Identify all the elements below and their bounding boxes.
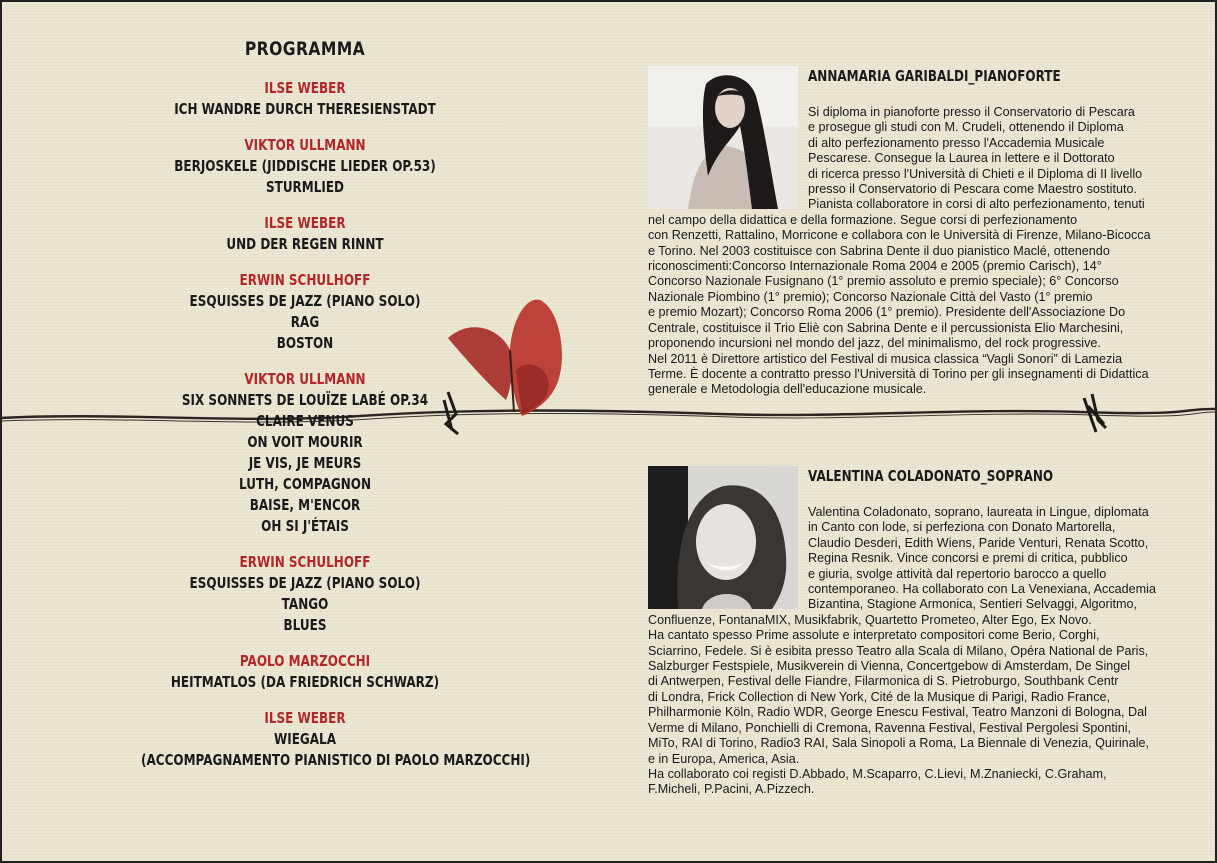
bio-line: presso il Conservatorio di Pescara come Maestro sostituto. [808,182,1137,197]
bio-heading: ANNAMARIA GARIBALDI_PIANOFORTE [808,67,1061,85]
piece-title: SIX SONNETS DE LOUÏZE LABÉ OP.34 [181,391,429,409]
piece-title: ESQUISSES DE JAZZ (PIANO SOLO) [189,574,421,592]
bio-line: Valentina Coladonato, soprano, laureata in Lingue, diplomata [808,505,1149,519]
bio-line: Bizantina, Stagione Armonica, Sentieri Selvaggi, Algoritmo, [808,597,1138,612]
program-column [100,38,531,786]
program-group [100,135,510,198]
piece-title: OH SI J'ÉTAIS [261,517,349,535]
piece-title: ON VOIT MOURIR [247,433,363,451]
bio-line: Verme di Milano, Ponchielli di Cremona, Ravenna Festival, Festival Pergolesi Spontini, [648,720,1131,735]
piece-title: STURMLIED [265,178,345,196]
bio-line: MiTo, RAI di Torino, Radio3 RAI, Sala Sinopoli a Roma, La Biennale di Venezia, Quirinale, [648,736,1149,751]
program-group [100,78,510,120]
piece-title: LUTH, COMPAGNON [239,475,371,493]
bio-line: e Torino. Nel 2003 costituisce con Sabrina Dente il duo pianistico Maclé, ottenendo [648,243,1110,258]
piece-title: ESQUISSES DE JAZZ (PIANO SOLO) [189,292,421,310]
bio-heading: VALENTINA COLADONATO_SOPRANO [808,467,1054,485]
bio-line: generale e Metodologia dell'educazione musicale. [648,382,927,397]
bio-line: Concorso Nazionale Fusignano (1° premio assoluto e premio speciale); 6° Concorso [648,274,1119,289]
bio-line: Claudio Desderi, Edith Wiens, Paride Venturi, Renata Scotto, [808,535,1149,550]
piece-title: BLUES [283,616,327,634]
bio-line: con Renzetti, Rattalino, Morricone e collabora con le Università di Firenze, Milano-Bicocca [648,228,1151,243]
bio-line: Pescarese. Consegue la Laurea in lettere e il Dottorato [808,151,1115,166]
bio-line: Terme. È docente a contratto presso l'Università di Torino per gli insegnamenti di Didattica [648,366,1149,381]
bio-text [648,505,1178,798]
bio-line: Sciarrino, Fedele. Si è esibita presso Teatro alla Scala di Milano, Opéra National de Paris, [648,643,1149,658]
bio-text [648,105,1178,398]
program-group [100,213,510,255]
program-title: PROGRAMMA [244,38,366,60]
bio-line: e premio Mozart); Concorso Roma 2006 (1° premio). Presidente dell'Associazione Do [648,305,1126,320]
composer-name: VIKTOR ULLMANN [244,136,366,154]
composer-name: ERWIN SCHULHOFF [239,553,371,571]
bio-line: Salzburger Festspiele, Musikverein di Vienna, Concertgebow di Amsterdam, De Singel [648,659,1131,674]
bio-line: Nazionale Piombino (1° premio); Concorso Nazionale Città del Vasto (1° premio [648,289,1093,304]
composer-name: VIKTOR ULLMANN [244,370,366,388]
program-group [100,552,510,636]
piece-title: BERJOSKELE (JIDDISCHE LIEDER OP.53) [174,157,436,175]
program-group [100,708,531,771]
composer-name: PAOLO MARZOCCHI [239,652,371,670]
bio-line: Confluenze, FontanaMIX, Musikfabrik, Quartetto Prometeo, Alter Ego, Ex Novo. [648,612,1092,627]
bio-line: proponendo incursioni nel mondo del jazz, del minimalismo, del rock progressive. [648,336,1101,351]
piece-title: ICH WANDRE DURCH THERESIENSTADT [174,100,436,118]
composer-name: ERWIN SCHULHOFF [239,271,371,289]
piece-title: (ACCOMPAGNAMENTO PIANISTICO DI PAOLO MARZOCCHI) [141,751,531,769]
bio-line: Si diploma in pianoforte presso il Conservatorio di Pescara [808,105,1135,119]
piece-title: HEITMATLOS (DA FRIEDRICH SCHWARZ) [170,673,440,691]
bio-line: nel campo della didattica e della formazione. Segue corsi di perfezionamento [648,212,1078,227]
bio-line: di alto perfezionamento presso l'Accademia Musicale [808,135,1105,150]
bio-line: Ha collaborato coi registi D.Abbado, M.Scaparro, C.Lievi, M.Znaniecki, C.Graham, [648,766,1107,781]
piece-title: UND DER REGEN RINNT [226,235,384,253]
piece-title: CLAIRE VENUS [256,412,354,430]
bio-line: Pianista collaboratore in corsi di alto perfezionamento, tenuti [808,197,1145,212]
program-group [100,270,510,354]
composer-name: ILSE WEBER [264,79,346,97]
piece-title: BAISE, M'ENCOR [249,496,361,514]
piece-title: JE VIS, JE MEURS [248,454,362,472]
piece-title: WIEGALA [274,730,336,748]
bio-line: contemporaneo. Ha collaborato con La Venexiana, Accademia [808,582,1156,597]
program-group [100,651,510,693]
bio-line: Centrale, costituisce il Trio Eliè con Sabrina Dente e il percussionista Elio Marchesini, [648,320,1124,335]
piece-title: TANGO [281,595,329,613]
bio-line: di ricerca presso l'Università di Chieti e il Diploma di II livello [808,166,1143,181]
piece-title: BOSTON [276,334,334,352]
bio-line: e in Europa, America, Asia. [648,751,800,766]
composer-name: ILSE WEBER [264,214,346,232]
bio-line: di Londra, Frick Collection di New York, Cité de la Musique di Parigi, Radio France, [648,689,1110,704]
bio-line: riconoscimenti:Concorso Internazionale Roma 2004 e 2005 (premio Carisch), 14° [648,259,1102,274]
bio-line: e giuria, svolge attività dal repertorio barocco a quello [808,566,1107,581]
composer-name: ILSE WEBER [264,709,346,727]
bio-line: F.Micheli, P.Pacini, A.Pizzech. [648,782,815,797]
bio-line: Regina Resnik. Vince concorsi e premi di critica, pubblico [808,551,1128,566]
bio-line: Nel 2011 è Direttore artistico del Festival di musica classica “Vagli Sonori” di Lamezia [648,351,1123,366]
piece-title: RAG [290,313,320,331]
bio-line: Ha cantato spesso Prime assolute e interpretato compositori come Berio, Corghi, [648,628,1100,643]
bio-line: di Antwerpen, Festival delle Fiandre, Filarmonica di S. Pietroburgo, Southbank Centr [648,674,1119,689]
program-group [100,369,510,537]
bio-line: Philharmonie Köln, Radio WDR, George Enescu Festival, Teatro Manzoni di Bologna, Dal [648,705,1147,720]
bio-line: e prosegue gli studi con M. Crudeli, ottenendo il Diploma [808,120,1124,135]
bio-line: in Canto con lode, si perfeziona con Donato Martorella, [808,520,1116,535]
